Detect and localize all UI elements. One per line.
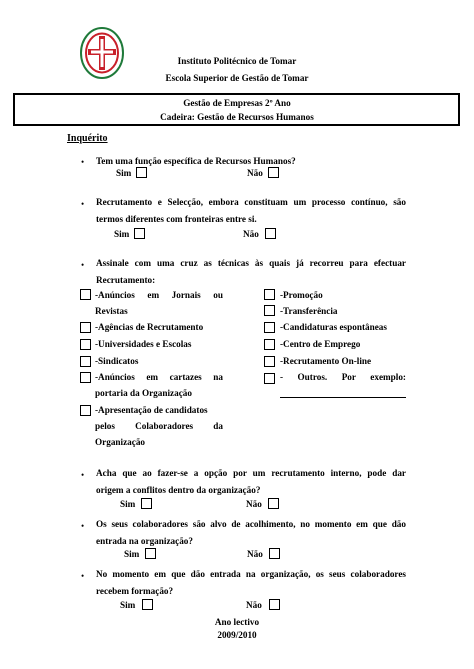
institute-name: Instituto Politécnico de Tomar: [177, 56, 297, 66]
technique-employee-referral-checkbox[interactable]: [80, 405, 91, 416]
q1-no-checkbox[interactable]: [268, 167, 279, 178]
technique-posters-label: -Anúncios em cartazes na portaria da Organização: [95, 372, 223, 398]
technique-unions-checkbox[interactable]: [80, 356, 91, 367]
technique-online-label: -Recrutamento On-line: [280, 356, 372, 366]
question-5-text: Os seus colaboradores são alvo de acolhimento, no momento em que dão entrada na organização?: [96, 519, 406, 546]
technique-promotion-label: -Promoção: [280, 290, 323, 300]
q6-yes-checkbox[interactable]: [142, 599, 153, 610]
bullet: •: [81, 199, 85, 209]
technique-others-label: - Outros. Por exemplo:: [280, 372, 406, 382]
q6-no-label: Não: [246, 600, 262, 610]
technique-others-checkbox[interactable]: [264, 373, 275, 384]
technique-universities-label: -Universidades e Escolas: [95, 339, 192, 349]
technique-online-checkbox[interactable]: [264, 356, 275, 367]
technique-unions-label: -Sindicatos: [95, 356, 139, 366]
bullet: •: [81, 571, 85, 581]
q5-yes-label: Sim: [124, 549, 140, 559]
technique-promotion-checkbox[interactable]: [264, 289, 275, 300]
q5-no-checkbox[interactable]: [269, 548, 280, 559]
technique-universities-checkbox[interactable]: [80, 339, 91, 350]
q1-yes-label: Sim: [116, 168, 132, 178]
q6-no-checkbox[interactable]: [269, 599, 280, 610]
question-1-text: Tem uma função específica de Recursos Humanos?: [96, 156, 296, 166]
technique-employee-referral-label: -Apresentação de candidatos pelos Colaboradores da Organização: [95, 405, 223, 447]
q4-no-checkbox[interactable]: [268, 498, 279, 509]
question-2-text: Recrutamento e Selecção, embora constituam um processo contínuo, são termos diferentes com fronteiras entre si.: [96, 197, 406, 224]
technique-transfer-checkbox[interactable]: [264, 305, 275, 316]
technique-job-centre-label: -Centro de Emprego: [280, 339, 361, 349]
q1-yes-checkbox[interactable]: [136, 167, 147, 178]
technique-newspaper-checkbox[interactable]: [80, 289, 91, 300]
technique-spontaneous-checkbox[interactable]: [264, 322, 275, 333]
question-4-text: Acha que ao fazer-se a opção por um recrutamento interno, pode dar origem a conflitos dentro da organização?: [96, 468, 406, 495]
q1-no-label: Não: [247, 168, 263, 178]
footer-school-year-label: Ano lectivo: [214, 617, 260, 627]
q4-no-label: Não: [246, 499, 262, 509]
q2-yes-checkbox[interactable]: [134, 228, 145, 239]
technique-newspaper-label: -Anúncios em Jornais ou Revistas: [95, 290, 223, 316]
technique-agencies-label: -Agências de Recrutamento: [95, 322, 204, 332]
q2-no-checkbox[interactable]: [265, 228, 276, 239]
school-name: Escola Superior de Gestão de Tomar: [165, 73, 309, 83]
course-subject: Cadeira: Gestão de Recursos Humanos: [160, 112, 314, 122]
q5-no-label: Não: [247, 549, 263, 559]
question-3-text: Assinale com uma cruz as técnicas às quais já recorreu para efectuar Recrutamento:: [96, 258, 406, 285]
q2-no-label: Não: [243, 229, 259, 239]
bullet: •: [81, 260, 85, 270]
question-6-text: No momento em que dão entrada na organização, os seus colaboradores recebem formação?: [96, 569, 406, 596]
technique-transfer-label: -Transferência: [280, 306, 338, 316]
technique-spontaneous-label: -Candidaturas espontâneas: [280, 322, 387, 332]
technique-posters-checkbox[interactable]: [80, 372, 91, 383]
q4-yes-label: Sim: [120, 499, 136, 509]
q6-yes-label: Sim: [120, 600, 136, 610]
technique-agencies-checkbox[interactable]: [80, 322, 91, 333]
others-answer-line[interactable]: [280, 397, 406, 398]
q4-yes-checkbox[interactable]: [141, 498, 152, 509]
bullet: •: [81, 157, 85, 167]
institution-logo: [80, 27, 124, 79]
bullet: •: [81, 470, 85, 480]
q5-yes-checkbox[interactable]: [145, 548, 156, 559]
course-title: Gestão de Empresas 2º Ano: [183, 98, 291, 108]
q2-yes-label: Sim: [114, 229, 130, 239]
bullet: •: [81, 521, 85, 531]
technique-job-centre-checkbox[interactable]: [264, 339, 275, 350]
section-title: Inquérito: [67, 133, 108, 144]
footer-school-year: 2009/2010: [217, 630, 257, 640]
